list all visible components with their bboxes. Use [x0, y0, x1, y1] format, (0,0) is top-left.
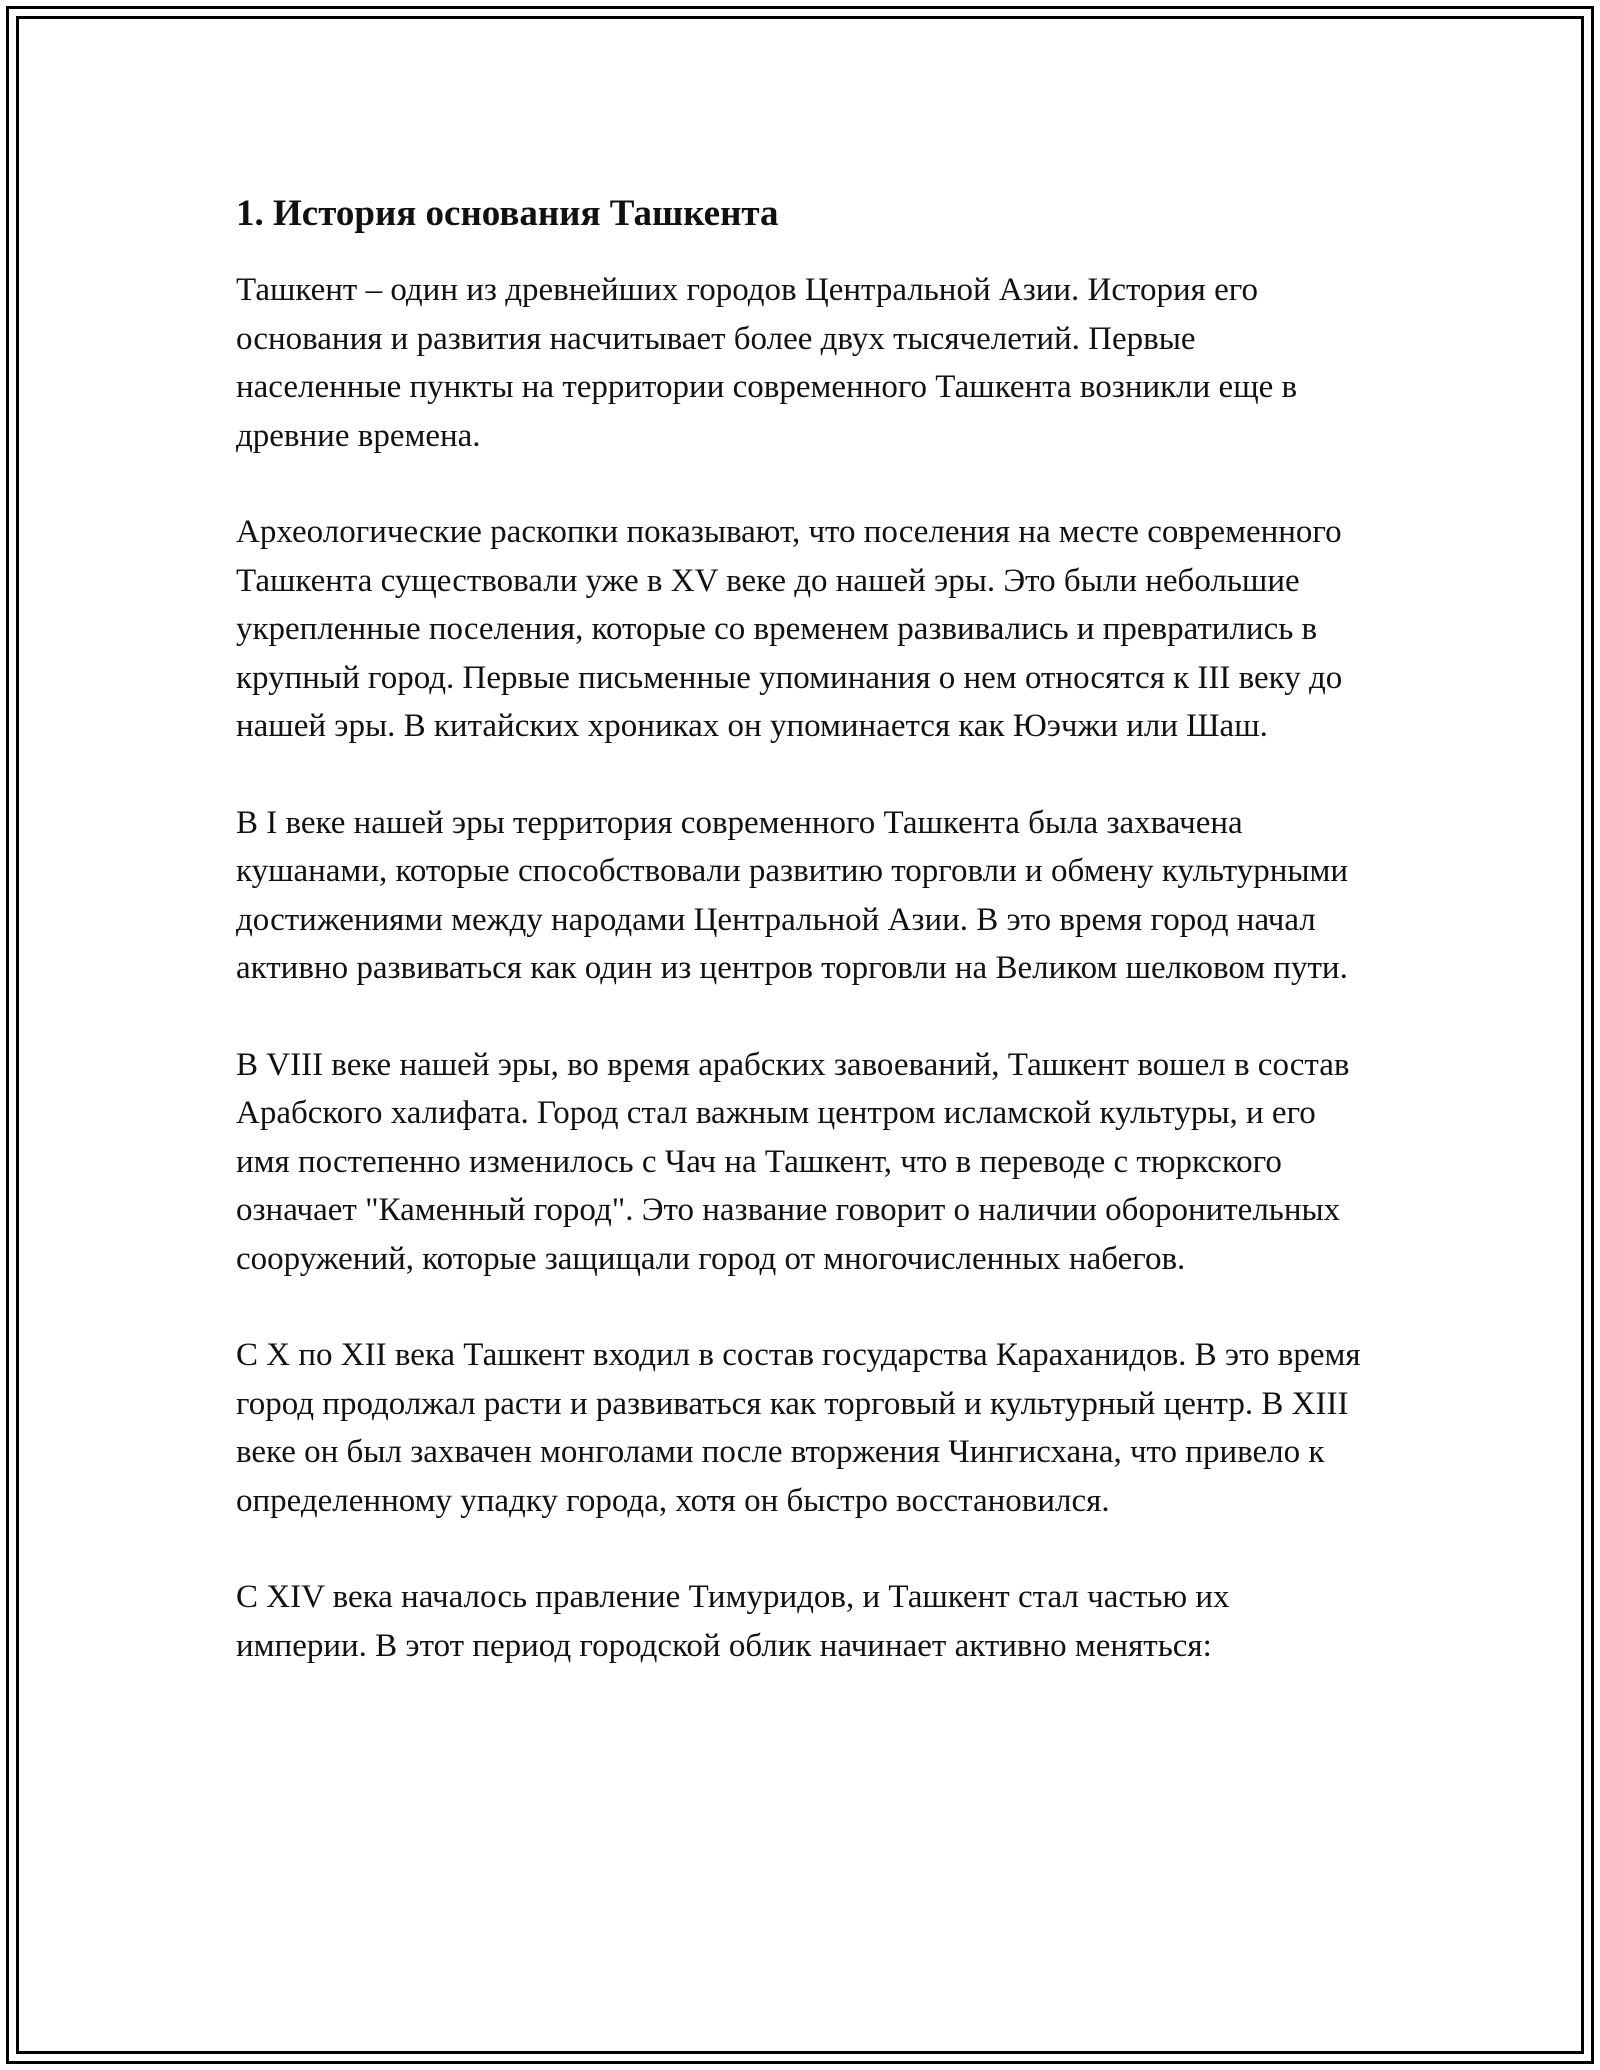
paragraph-1: Ташкент – один из древнейших городов Центральной Азии. История его основания и развития насчитывает более двух тысячелетий. Первые населенные пункты на территории современного Ташкента возникли еще в древние времена.	[236, 272, 1298, 454]
paragraph-5: С X по XII века Ташкент входил в состав государства Караханидов. В это время город продолжал расти и развиваться как торговый и культурный центр. В XIII веке он был захвачен монголами после вторжения Чингисхана, что привело к определенному упадку города, хотя он быстро восстановился.	[236, 1337, 1361, 1519]
document-body	[236, 188, 1366, 1718]
section-heading: 1. История основания Ташкента	[236, 193, 779, 234]
paragraph-6: С XIV века началось правление Тимуридов, и Ташкент стал частью их империи. В этот период городской облик начинает активно меняться:	[236, 1579, 1230, 1664]
paragraph-3: В I веке нашей эры территория современного Ташкента была захвачена кушанами, которые способствовали развитию торговли и обмену культурными достижениями между народами Центральной Азии. В это время город начал активно развиваться как один из центров торговли на Великом шелковом пути.	[236, 804, 1349, 986]
paragraph-2: Археологические раскопки показывают, что поселения на месте современного Ташкента существовали уже в XV веке до нашей эры. Это были небольшие укрепленные поселения, которые со временем развивались и превратились в крупный город. Первые письменные упоминания о нем относятся к III веку до нашей эры. В китайских хрониках он упоминается как Юэчжи или Шаш.	[236, 514, 1343, 744]
paragraph-4: В VIII веке нашей эры, во время арабских завоеваний, Ташкент вошел в состав Арабского халифата. Город стал важным центром исламской культуры, и его имя постепенно изменилось с Чач на Ташкент, что в переводе с тюркского означает "Каменный город". Это название говорит о наличии оборонительных сооружений, которые защищали город от многочисленных набегов.	[236, 1046, 1350, 1277]
